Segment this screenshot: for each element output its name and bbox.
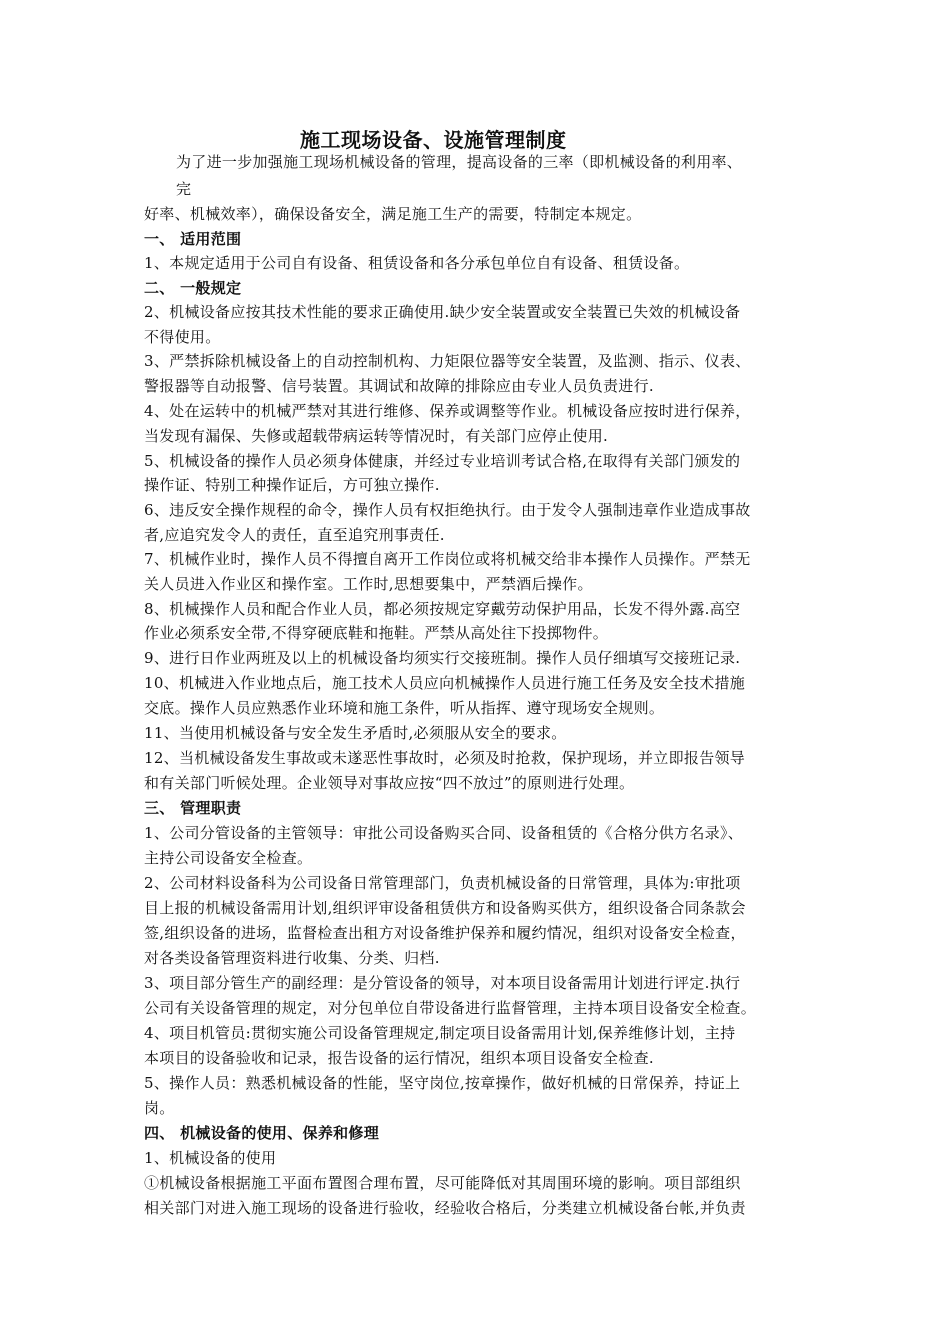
text-line: 岗。 <box>144 1099 175 1117</box>
text-line: 4、项目机管员:贯彻实施公司设备管理规定,制定项目设备需用计划,保养维修计划，主持 <box>144 1024 736 1042</box>
text-line: 本项目的设备验收和记录，报告设备的运行情况，组织本项目设备安全检查. <box>144 1049 654 1067</box>
text-line: 相关部门对进入施工现场的设备进行验收，经验收合格后，分类建立机械设备台帐,并负责 <box>144 1199 746 1217</box>
text-line: 交底。操作人员应熟悉作业环境和施工条件，听从指挥、遵守现场安全规则。 <box>144 699 665 717</box>
text-line: 6、违反安全操作规程的命令，操作人员有权拒绝执行。由于发令人强制违章作业造成事故 <box>144 501 751 519</box>
text-line: 3、严禁拆除机械设备上的自动控制机构、力矩限位器等安全装置，及监测、指示、仪表、 <box>144 352 751 370</box>
text-line: ①机械设备根据施工平面布置图合理布置，尽可能降低对其周围环境的影响。项目部组织 <box>144 1174 741 1192</box>
text-line: 11、当使用机械设备与安全发生矛盾时,必须服从安全的要求。 <box>144 724 567 742</box>
text-line: 2、公司材料设备科为公司设备日常管理部门，负责机械设备的日常管理，具体为:审批项 <box>144 874 741 892</box>
text-line: 10、机械进入作业地点后，施工技术人员应向机械操作人员进行施工任务及安全技术措施 <box>144 674 746 692</box>
text-line: 为了进一步加强施工现场机械设备的管理，提高设备的三率（即机械设备的利用率、 <box>176 153 743 171</box>
text-line: 操作证、特别工种操作证后，方可独立操作. <box>144 476 440 494</box>
text-line: 1、机械设备的使用 <box>144 1149 277 1167</box>
text-line: 主持公司设备安全检查。 <box>144 849 313 867</box>
text-line: 当发现有漏保、失修或超载带病运转等情况时，有关部门应停止使用. <box>144 427 609 445</box>
text-line: 9、进行日作业两班及以上的机械设备均须实行交接班制。操作人员仔细填写交接班记录. <box>144 649 741 667</box>
section-heading: 四、 机械设备的使用、保养和修理 <box>144 1124 380 1142</box>
text-line: 1、公司分管设备的主管领导：审批公司设备购买合同、设备租赁的《合格分供方名录》、 <box>144 824 744 842</box>
text-line: 警报器等自动报警、信号装置。其调试和故障的排除应由专业人员负责进行. <box>144 377 654 395</box>
document-title: 施工现场设备、设施管理制度 <box>300 128 567 152</box>
text-line: 2、机械设备应按其技术性能的要求正确使用.缺少安全装置或安全装置已失效的机械设备 <box>144 303 741 321</box>
text-line: 不得使用。 <box>144 328 221 346</box>
text-line: 和有关部门听候处理。企业领导对事故应按“四不放过”的原则进行处理。 <box>144 774 635 792</box>
text-line: 签,组织设备的进场，监督检查出租方对设备维护保养和履约情况，组织对设备安全检查， <box>144 924 746 942</box>
text-line: 关人员进入作业区和操作室。工作时,思想要集中，严禁酒后操作。 <box>144 575 593 593</box>
text-line: 12、当机械设备发生事故或未遂恶性事故时，必须及时抢救，保护现场，并立即报告领导 <box>144 749 746 767</box>
text-line: 7、机械作业时，操作人员不得擅自离开工作岗位或将机械交给非本操作人员操作。严禁无 <box>144 550 751 568</box>
text-line: 1、本规定适用于公司自有设备、租赁设备和各分承包单位自有设备、租赁设备。 <box>144 254 690 272</box>
text-line: 5、机械设备的操作人员必须身体健康，并经过专业培训考试合格,在取得有关部门颁发的 <box>144 452 741 470</box>
text-line: 作业必须系安全带,不得穿硬底鞋和拖鞋。严禁从高处往下投掷物件。 <box>144 624 609 642</box>
text-line: 3、项目部分管生产的副经理：是分管设备的领导，对本项目设备需用计划进行评定.执行 <box>144 974 741 992</box>
text-line: 目上报的机械设备需用计划,组织评审设备租赁供方和设备购买供方，组织设备合同条款会 <box>144 899 746 917</box>
section-heading: 二、 一般规定 <box>144 279 242 297</box>
section-heading: 三、 管理职责 <box>144 799 242 817</box>
text-line: 公司有关设备管理的规定，对分包单位自带设备进行监督管理，主持本项目设备安全检查。 <box>144 999 757 1017</box>
text-line: 好率、机械效率），确保设备安全，满足施工生产的需要，特制定本规定。 <box>144 205 642 223</box>
text-line: 对各类设备管理资料进行收集、分类、归档. <box>144 949 440 967</box>
text-line: 4、处在运转中的机械严禁对其进行维修、保养或调整等作业。机械设备应按时进行保养， <box>144 402 751 420</box>
text-line: 8、机械操作人员和配合作业人员，都必须按规定穿戴劳动保护用品，长发不得外露.高空 <box>144 600 741 618</box>
text-line: 完 <box>176 180 192 198</box>
text-line: 者,应追究发令人的责任，直至追究刑事责任. <box>144 526 445 544</box>
section-heading: 一、 适用范围 <box>144 230 242 248</box>
text-line: 5、操作人员：熟悉机械设备的性能，坚守岗位,按章操作，做好机械的日常保养，持证上 <box>144 1074 741 1092</box>
